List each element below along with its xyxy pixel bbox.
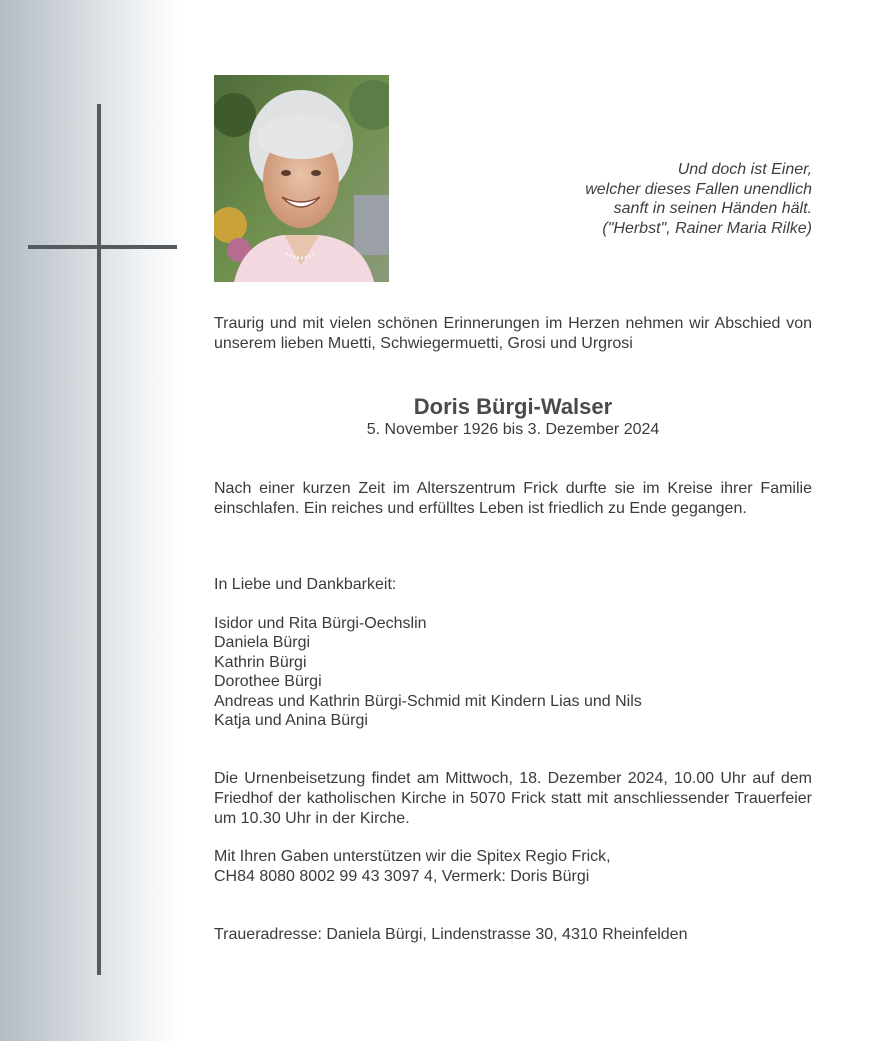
family-member: Katja und Anina Bürgi — [214, 712, 368, 730]
left-gradient-band — [0, 0, 180, 1041]
urn-burial-notice: Die Urnenbeisetzung findet am Mittwoch, 18. Dezember 2024, 10.00 Uhr auf dem Friedhof der katholischen Kirche in 5070 Frick statt mit anschliessender Trauerfeier um 10.30 Uhr in der Kirche. — [214, 770, 812, 827]
life-dates: 5. November 1926 bis 3. Dezember 2024 — [366, 421, 660, 438]
cross-icon-horizontal-bar — [28, 245, 177, 249]
donation-notice — [214, 847, 812, 887]
mourning-address: Traueradresse: Daniela Bürgi, Lindenstrasse 30, 4310 Rheinfelden — [214, 926, 688, 943]
family-list — [214, 614, 812, 730]
family-member: Isidor und Rita Bürgi-Oechslin — [214, 615, 427, 632]
quote-line: welcher dieses Fallen unendlich — [585, 180, 812, 198]
death-notice: Nach einer kurzen Zeit im Alterszentrum Frick durfte sie im Kreise ihrer Familie einschlafen. Ein reiches und erfülltes Leben ist friedlich zu Ende gegangen. — [214, 480, 812, 517]
quote-line: sanft in seinen Händen hält. — [613, 200, 812, 217]
family-member: Andreas und Kathrin Bürgi-Schmid mit Kindern Lias und Nils — [214, 692, 642, 710]
quote-line: Und doch ist Einer, — [677, 161, 812, 178]
love-line: In Liebe und Dankbarkeit: — [214, 576, 397, 593]
quote-attribution: ("Herbst", Rainer Maria Rilke) — [602, 219, 812, 237]
family-member: Dorothee Bürgi — [214, 673, 322, 691]
donation-line: Mit Ihren Gaben unterstützen wir die Spitex Regio Frick, — [214, 848, 611, 865]
intro-text: Traurig und mit vielen schönen Erinnerungen im Herzen nehmen wir Abschied von unserem lieben Muetti, Schwiegermuetti, Grosi und Urgrosi — [214, 315, 812, 352]
donation-account: CH84 8080 8002 99 43 3097 4, Vermerk: Doris Bürgi — [214, 867, 590, 885]
family-member: Kathrin Bürgi — [214, 653, 307, 671]
family-member: Daniela Bürgi — [214, 634, 311, 652]
deceased-name: Doris Bürgi-Walser — [413, 394, 613, 419]
rilke-quote — [492, 160, 812, 238]
cross-icon-vertical-bar — [97, 104, 101, 975]
portrait-photo — [214, 75, 389, 282]
